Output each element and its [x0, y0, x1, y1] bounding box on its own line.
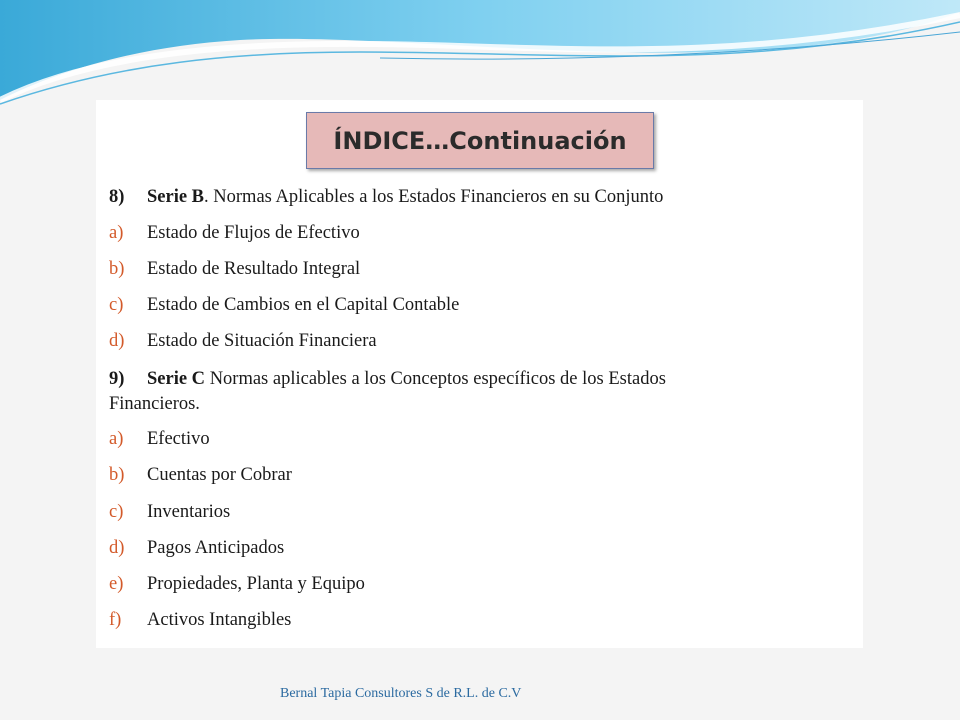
- item-letter: d): [109, 538, 125, 558]
- item-text: Efectivo: [147, 429, 210, 449]
- header-wave-decoration: [0, 0, 960, 110]
- item-text: Estado de Resultado Integral: [147, 259, 361, 279]
- item-letter: c): [109, 502, 124, 522]
- serie-c-heading-cont: Financieros.: [109, 394, 200, 414]
- item-text: Inventarios: [147, 502, 231, 522]
- item-letter: c): [109, 295, 124, 315]
- list-item: [109, 465, 809, 486]
- list-item: [109, 502, 809, 523]
- item-letter: e): [109, 574, 124, 594]
- list-item: [109, 295, 809, 316]
- list-item: [109, 429, 809, 450]
- item-text: Pagos Anticipados: [147, 538, 285, 558]
- item-letter: b): [109, 465, 125, 485]
- list-item: [109, 259, 809, 280]
- item-text: Propiedades, Planta y Equipo: [147, 574, 365, 594]
- serie-b-number: 8): [109, 187, 125, 207]
- item-text: Cuentas por Cobrar: [147, 465, 292, 485]
- list-item: [109, 574, 809, 595]
- item-letter: a): [109, 223, 124, 243]
- item-text: Estado de Situación Financiera: [147, 331, 377, 351]
- item-text: Estado de Cambios en el Capital Contable: [147, 295, 460, 315]
- list-item: [109, 331, 809, 352]
- serie-b-heading: [109, 187, 809, 208]
- slide-title: ÍNDICE…Continuación: [333, 126, 627, 155]
- serie-c-number: 9): [109, 369, 125, 389]
- item-letter: a): [109, 429, 124, 449]
- serie-c-text: Normas aplicables a los Conceptos específicos de los Estados: [205, 369, 666, 389]
- list-item: [109, 223, 809, 244]
- item-text: Activos Intangibles: [147, 610, 292, 630]
- item-letter: d): [109, 331, 125, 351]
- list-item: [109, 538, 809, 559]
- item-letter: f): [109, 610, 122, 630]
- serie-c-label: Serie C: [147, 369, 206, 389]
- item-text: Estado de Flujos de Efectivo: [147, 223, 360, 243]
- title-box: [306, 112, 654, 169]
- serie-b-label: Serie B: [147, 187, 205, 207]
- serie-c-heading: [109, 369, 809, 390]
- footer-text: Bernal Tapia Consultores S de R.L. de C.V: [280, 686, 522, 701]
- list-item: [109, 610, 809, 631]
- serie-b-text: . Normas Aplicables a los Estados Financieros en su Conjunto: [204, 187, 664, 207]
- item-letter: b): [109, 259, 125, 279]
